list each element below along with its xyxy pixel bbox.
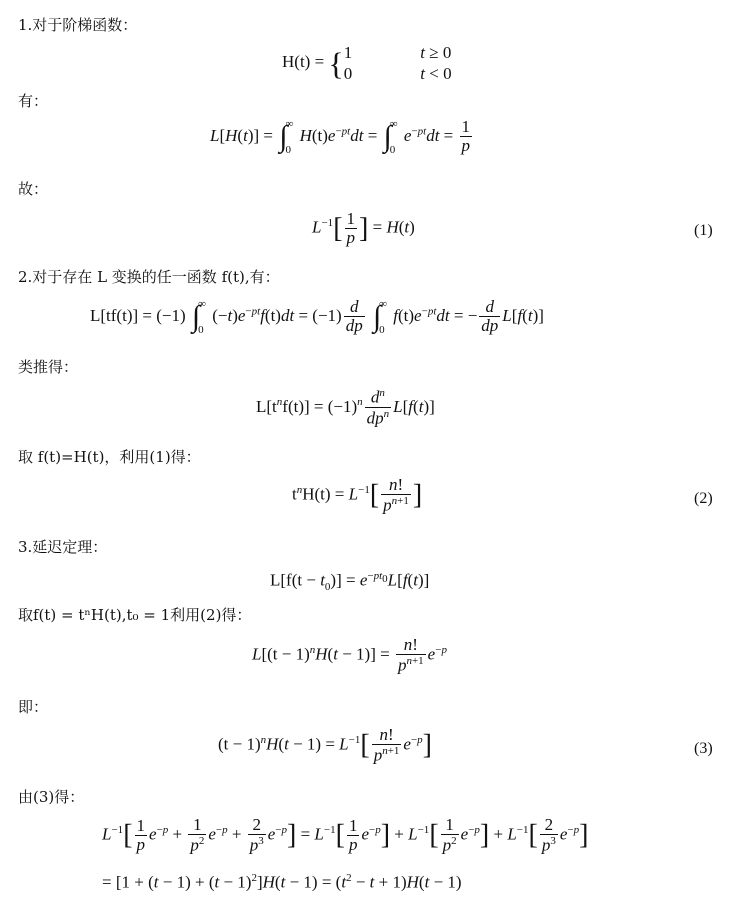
label-qu: 取 f(t)=H(t)，利用(1)得：	[18, 448, 201, 466]
equation-laplace-heaviside: L[H(t)] = ∫ ∞ 0 $H(t)e^{-pt}dt$ = ∫ ∞ 0 $e^{-pt}dt$ = $\frac{1}{p}$	[210, 117, 471, 156]
equation-inverse-1: $L^{-1}$[ $\frac{1}{p}$ ] = H(t)	[312, 209, 415, 247]
equation-delayed-power: $L[(t - 1)^nH(t - 1)]$ = $\frac{n!}{p^{n+1}}$ $e^{-p}$	[252, 635, 447, 675]
equation-derivative-property: L[tf(t)] = (−1) ∫ ∞ 0 $(-t)e^{-pt}f(t)dt = (-1)$ $\frac{d}{dp}$ ∫ ∞ 0 $f(t)e^{-pt}dt$ = − $\frac{d}{dp}$ L[f(t)]	[90, 297, 544, 336]
label-you: 有：	[18, 92, 49, 110]
section-3-heading: 3.延迟定理：	[18, 538, 108, 556]
label-lei: 类推得：	[18, 358, 79, 376]
section-1-heading: 1.对于阶梯函数：	[18, 16, 138, 34]
label-gu: 故：	[18, 180, 49, 198]
equation-delay-theorem: $L[f(t - t_0)] = e^{-pt_0}L[f(t)]$	[270, 570, 430, 594]
equation-number-2: (2)	[694, 490, 713, 507]
section-2-heading: 2.对于存在 L 变换的任一函数 f(t),有：	[18, 268, 280, 286]
equation-nth-derivative: $L[t^nf(t)] = (-1)^n$ $\frac{d^n}{dp^n}$ L[f(t)]	[256, 387, 435, 428]
equation-inverse-2: $t^nH(t) = L^{-1}$[ $\frac{n!}{p^{n+1}}$ ]	[292, 475, 423, 515]
equation-number-3: (3)	[694, 740, 713, 757]
equation-final-result: = $[1 + (t - 1) + (t - 1)^2]H(t - 1) = (t^2 - t + 1)H(t - 1)$	[102, 872, 462, 892]
label-qu2: 取f(t) = tⁿH(t),t₀ = 1利用(2)得：	[18, 606, 252, 624]
label-you3: 由(3)得：	[18, 788, 85, 806]
label-ji: 即：	[18, 698, 49, 716]
equation-inverse-3: $(t - 1)^nH(t - 1) = L^{-1}$[ $\frac{n!}{p^{n+1}}$ $e^{-p}$]	[218, 725, 432, 765]
equation-number-1: (1)	[694, 222, 713, 239]
equation-final-sum: $L^{-1}$[ $\frac{1}{p}$ $e^{-p}$ + $\frac{1}{p^2}$ $e^{-p}$ + $\frac{2}{p^3}$ $e^{-p}] = L^{-1}$[ $\frac{1}{p}$ $e^{-p}] + L^{-1}$[ $\frac{1}{p^2}$ $e^{-p}] + L^{-1}$[ $\frac{2}{p^3}$ $e^{-p}$]	[102, 815, 589, 855]
equation-heaviside-definition: H(t) = { 1 t ≥ 0 0 t < 0	[282, 43, 452, 84]
